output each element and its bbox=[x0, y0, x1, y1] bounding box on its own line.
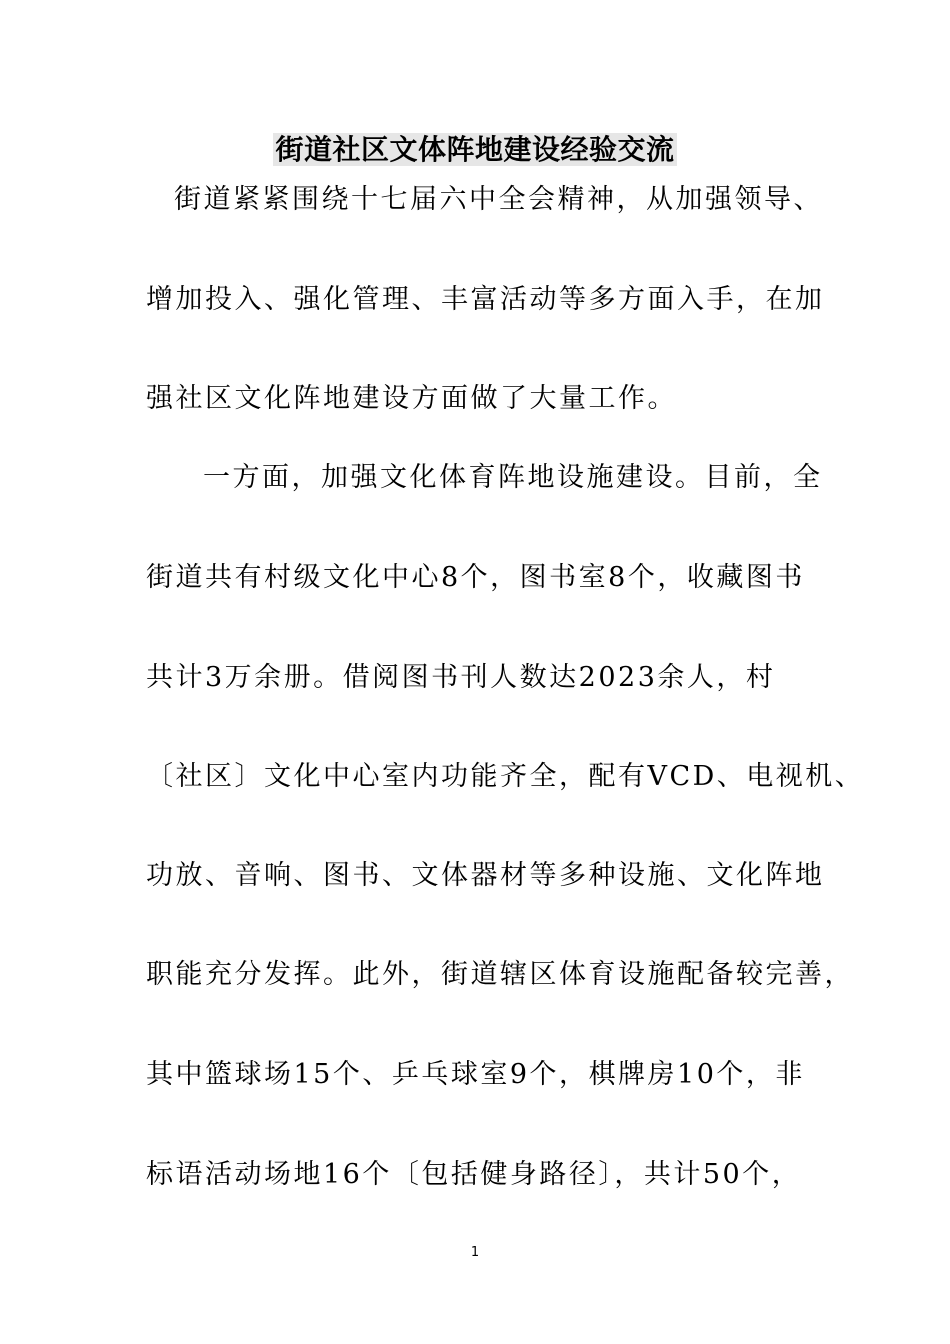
body-line-11: 标语活动场地16个〔包括健身路径〕，共计50个， bbox=[146, 1159, 802, 1190]
body-line-8: 功放、音响、图书、文体器材等多种设施、文化阵地 bbox=[146, 860, 825, 891]
body-line-10: 其中篮球场15个、乒乓球室9个，棋牌房10个，非 bbox=[146, 1059, 805, 1090]
body-line-1: 街道紧紧围绕十七届六中全会精神，从加强领导、 bbox=[174, 184, 823, 215]
document-title-text: 街道社区文体阵地建设经验交流 bbox=[275, 133, 675, 166]
body-line-3: 强社区文化阵地建设方面做了大量工作。 bbox=[146, 383, 677, 414]
page-number: 1 bbox=[470, 1245, 480, 1260]
body-line-9: 职能充分发挥。此外，街道辖区体育设施配备较完善， bbox=[146, 959, 854, 990]
document-title bbox=[0, 130, 950, 170]
body-line-7: 〔社区〕文化中心室内功能齐全，配有VCD、电视机、 bbox=[146, 761, 865, 792]
body-line-4: 一方面，加强文化体育阵地设施建设。目前，全 bbox=[203, 462, 823, 493]
body-line-2: 增加投入、强化管理、丰富活动等多方面入手，在加 bbox=[146, 284, 825, 315]
body-line-6: 共计3万余册。借阅图书刊人数达2023余人，村 bbox=[146, 662, 776, 693]
body-line-5: 街道共有村级文化中心8个，图书室8个，收藏图书 bbox=[146, 562, 805, 593]
